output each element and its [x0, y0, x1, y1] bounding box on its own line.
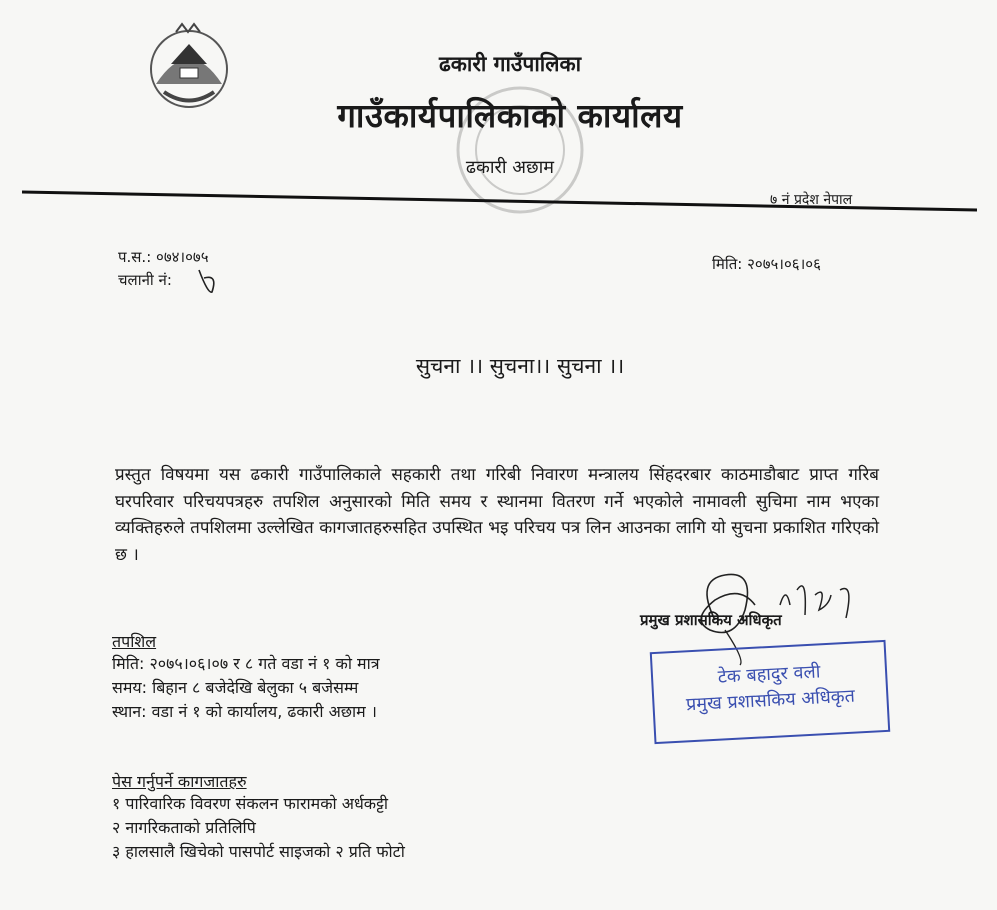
schedule-section — [112, 630, 380, 724]
notice-heading: सुचना ।। सुचना।। सुचना ।। — [415, 354, 625, 378]
nepal-emblem-icon — [136, 14, 242, 114]
stamp-name: टेक बहादुर वली — [717, 661, 821, 688]
handwritten-dispatch-mark — [196, 266, 218, 296]
required-documents-section — [112, 770, 405, 864]
document-item: १ पारिवारिक विवरण संकलन फारामको अर्धकट्टी — [112, 794, 389, 813]
notice-date: मिति: २०७५।०६।०६ — [712, 255, 821, 273]
stamp-title: प्रमुख प्रशासकिय अधिकृत — [685, 685, 856, 716]
schedule-place: स्थान: वडा नं १ को कार्यालय, ढकारी अछाम । — [112, 702, 377, 721]
province-label: ७ नं प्रदेश नेपाल — [770, 192, 853, 208]
document-item: २ नागरिकताको प्रतिलिपि — [112, 818, 256, 837]
header-divider — [22, 188, 977, 213]
dispatch-number-label: चलानी नं: — [118, 271, 172, 289]
notice-body: प्रस्तुत विषयमा यस ढकारी गाउँपालिकाले सहकारी तथा गरिबी निवारण मन्त्रालय सिंहदरबार काठमाडौबाट प्राप्त गरिब घरपरिवार परिचयपत्रहरु तपशिल अनुसारको मिति समय र स्थानमा वितरण गर्ने भएकोले नामावली सुचिमा नाम भएका व्यक्तिहरुले तपशिलमा उल्लेखित कागजातहरुसहित उपस्थित भइ परिचय पत्र लिन आउनका लागि यो सुचना प्रकाशित गरिएको छ । — [115, 465, 879, 565]
municipality-name: ढकारी गाउँपालिका — [438, 52, 582, 76]
schedule-date: मिति: २०७५।०६।०७ र ८ गते वडा नं १ को मात्र — [112, 654, 380, 673]
document-item: ३ हालसालै खिचेको पासपोर्ट साइजको २ प्रति फोटो — [112, 842, 405, 861]
office-title: गाउँकार्यपालिकाको कार्यालय — [337, 96, 683, 135]
official-stamp — [650, 640, 890, 744]
schedule-time: समय: बिहान ८ बजेदेखि बेलुका ५ बजेसम्म — [112, 678, 359, 697]
signatory-title: प्रमुख प्रशासकिय अधिकृत — [640, 611, 782, 629]
office-location: ढकारी अछाम — [465, 157, 555, 178]
schedule-heading: तपशिल — [112, 632, 157, 651]
reference-number: प.स.: ०७४।०७५ — [118, 248, 209, 266]
documents-heading: पेस गर्नुपर्ने कागजातहरु — [112, 772, 247, 791]
